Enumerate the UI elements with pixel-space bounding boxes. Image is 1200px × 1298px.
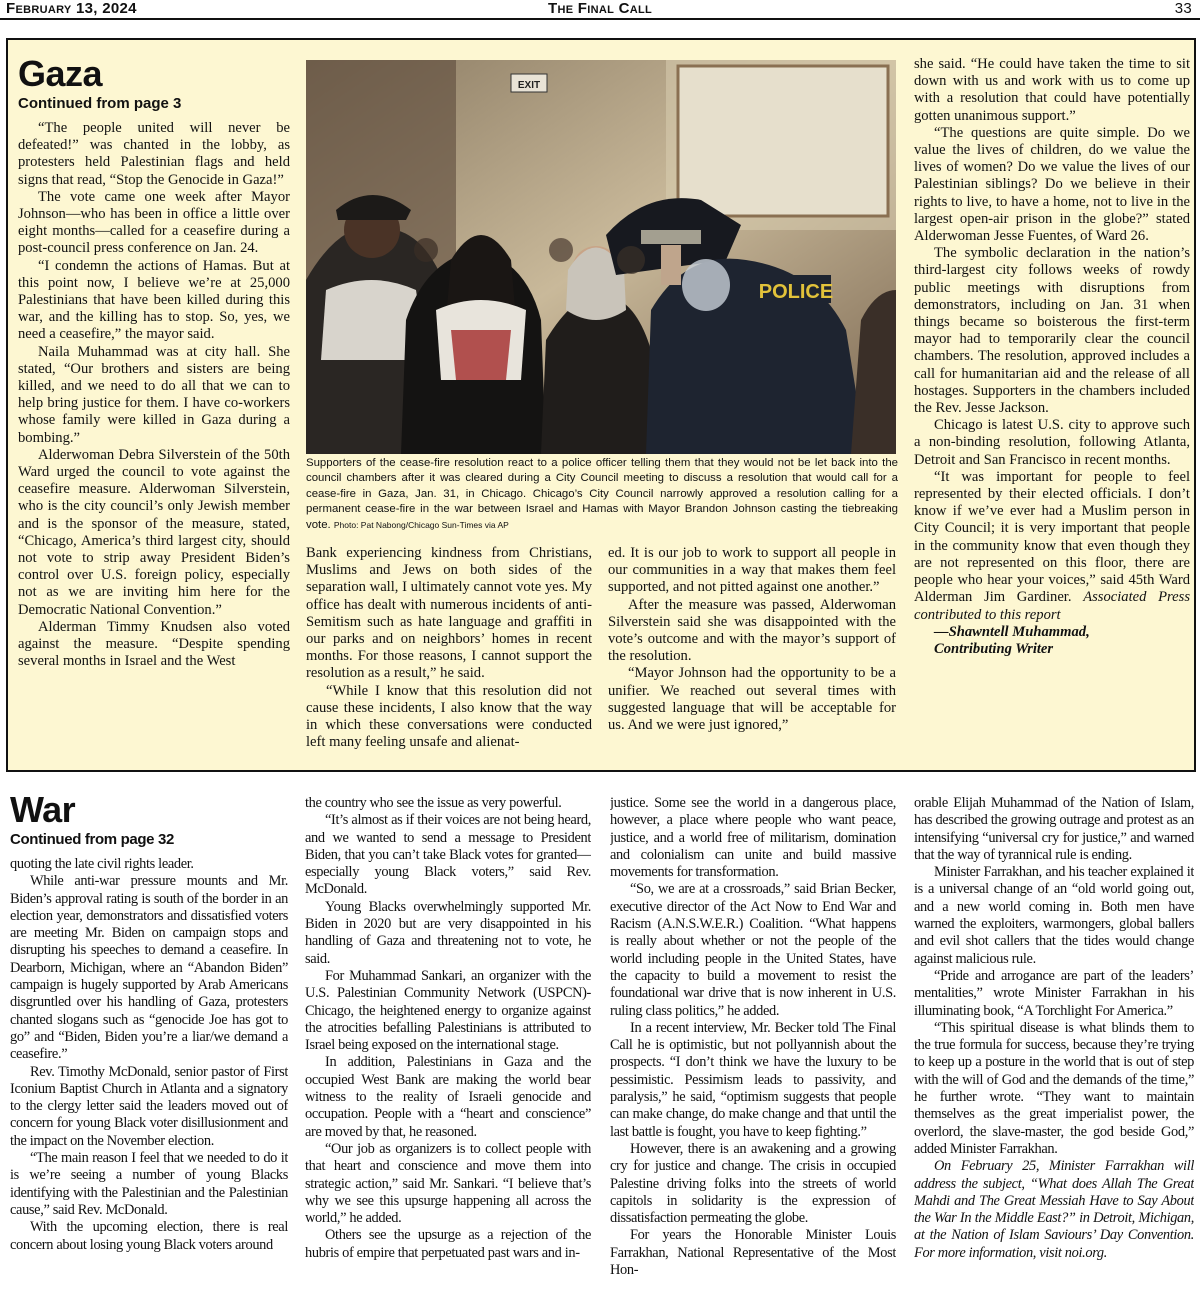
protest-photo-illustration [306, 60, 896, 454]
paragraph: “It’s almost as if their voices are not being heard, and we wanted to send a message to President Biden, that you can’t take Black votes for granted—especially young Black voters,” said Rev. McDonald. [305, 812, 591, 898]
war-column-4 [914, 795, 1194, 1298]
gaza-column-3 [608, 545, 896, 766]
protest-photo [306, 60, 896, 454]
paragraph: “This spiritual disease is what blinds them to the true formula for success, because they’re trying to keep up a posture in the world that is out of step with the will of God and the demands of the time,” he further wrote. “They want to maintain themselves as the great imperialist power, the overlord, the slave-master, the god beside God,” added Minister Farrakhan. [914, 1019, 1194, 1157]
issue-date: February 13, 2024 [6, 0, 137, 17]
photo-caption [306, 456, 898, 533]
paragraph: “While I know that this resolution did not cause these incidents, I also know that the way in which these conversations were conducted left many feeling unsafe and alienat- [306, 682, 592, 751]
paragraph: After the measure was passed, Alderwoman Silverstein said she was disappointed with the vote’s outcome and with the mayor’s support of the resolution. [608, 596, 896, 665]
war-column-1 [10, 790, 288, 1298]
paragraph: “So, we are at a crossroads,” said Brian Becker, executive director of the Act Now to End War and Racism (A.N.S.W.E.R.) Coalition. “What happens is really about whether or not the people of the world including people in the United States, have the capacity to build a movement to resist the foundational war drive that is now inherent in U.S. ruling class politics,” he added. [610, 881, 896, 1019]
paragraph: The symbolic declaration in the nation’s third-largest city follows weeks of rowdy public meetings with disruptions from demonstrators, including on Jan. 31 when things became so boisterous the first-term mayor had to temporarily clear the council chambers. The resolution, approved includes a call for humanitarian aid and the release of all hostages. Supporters in the chambers included the Rev. Jesse Jackson. [914, 245, 1190, 417]
paragraph: In addition, Palestinians in Gaza and the occupied West Bank are making the world bear witness to the reality of Israeli genocide and occupation. People with a “heart and conscience” are moved by that, he reasoned. [305, 1054, 591, 1140]
event-announcement: On February 25, Minister Farrakhan will address the subject, “What does Allah The Great Mahdi and The Great Messiah Have to Say About the War In the Middle East?” in Detroit, Michigan, at the Nation of Islam Saviours’ Day Convention. For more information, visit noi.org. [914, 1158, 1194, 1261]
svg-text:POLICE: POLICE [758, 281, 834, 303]
war-column-3 [610, 795, 896, 1298]
byline-role: Contributing Writer [934, 640, 1054, 657]
paragraph: “Mayor Johnson had the opportunity to be a unifier. We reached out several times with suggested language that will be acceptable for us. And we were just ignored,” [608, 665, 896, 734]
paragraph: For Muhammad Sankari, an organizer with the U.S. Palestinian Community Network (USPCN)-Chicago, the heightened energy to organize against the atrocities befalling Palestinians is attributed to Israel being exposed on the international stage. [305, 967, 591, 1054]
paragraph: For years the Honorable Minister Louis Farrakhan, National Representative of the Most Hon- [610, 1227, 896, 1279]
byline-name: —Shawntell Muhammad, [934, 623, 1090, 640]
paragraph: However, there is an awakening and a growing cry for justice and change. The crisis in occupied Palestine driving folks into the streets of world capitols in solidarity is the expression of dissatisfaction permeating the globe. [610, 1140, 896, 1227]
gaza-column-1 [18, 54, 290, 766]
gaza-column-2 [306, 545, 592, 766]
exit-sign [511, 74, 547, 92]
paragraph: Others see the upsurge as a rejection of the hubris of empire that perpetuated past wars and in- [305, 1227, 591, 1261]
paragraph: “The questions are quite simple. Do we value the lives of children, do we value the lives of women? Do we value the lives of our Palestinian siblings? Do we believe in their rights to live, to have a home, not to live in the largest open-air prison in the globe?” stated Alderwoman Jesse Fuentes, of Ward 26. [914, 124, 1190, 245]
paragraph: “Pride and arrogance are part of the leaders’ mentalities,” wrote Minister Farrakhan in his illuminating book, “A Torchlight For America.” [914, 967, 1194, 1019]
paragraph: In a recent interview, Mr. Becker told The Final Call he is optimistic, but not pollyannish about the prospects. “I don’t think we have the luxury to be pessimistic. Pessimism leads to passivity, and paralysis,” he said, “optimism suggests that people can make change, do make change and that until the last battle is fought, you have to keep fighting.” [610, 1019, 896, 1140]
paragraph: With the upcoming election, there is real concern about losing young Black voters around [10, 1219, 288, 1253]
paragraph: Young Blacks overwhelmingly supported Mr. Biden in 2020 but are very disappointed in his handling of Gaza and threatening not to vote, he said. [305, 898, 591, 967]
paragraph: Alderwoman Debra Silverstein of the 50th Ward urged the council to vote against the ceasefire measure. Alderwoman Silverstein, who is the city council’s only Jewish member and is the sponsor of the measure, stated, “Chicago, America’s third largest city, should not vote to strip away President Biden’s control over U.S. foreign policy, especially not as we are inviting him here for the Democratic National Convention.” [18, 446, 290, 618]
paragraph: While anti-war pressure mounts and Mr. Biden’s approval rating is south of the border in an election year, demonstrators and dissatisfied voters are meeting Mr. Biden on campaign stops and disrupting his speeches to demand a ceasefire. In Dearborn, Michigan, where an “Abandon Biden” campaign is hugely supported by Arab Americans disgruntled over his handling of Gaza, protesters chanted slogans such as “genocide Joe has got to go” and “Biden, Biden you’re a liar/we demand a ceasefire.” [10, 873, 288, 1063]
paragraph: Chicago is latest U.S. city to approve such a non-binding resolution, following Atlanta, Detroit and San Francisco in recent months. [914, 417, 1190, 468]
masthead [0, 0, 1200, 20]
paragraph: the country who see the issue as very powerful. [305, 795, 562, 811]
war-continued-from[interactable]: Continued from page 32 [10, 831, 174, 848]
gaza-continued-from[interactable]: Continued from page 3 [18, 95, 182, 112]
gaza-headline: Gaza [18, 54, 103, 94]
paragraph: Alderman Timmy Knudsen also voted against the measure. “Despite spending several months in Israel and the West [18, 618, 290, 670]
paragraph: “The people united will never be defeated!” was chanted in the lobby, as protesters held Palestinian flags and held signs that read, “Stop the Genocide in Gaza!” [18, 120, 290, 188]
paragraph: “It was important for people to feel represented by their elected officials. I don’t know if we’ve ever had a Muslim person in City Council; it is very important that people in the community know that even though they are not represented on this floor, there are people who hear your voices,” said 45th Ward Alderman Jim Gardiner. Associated Press contributed to this report [914, 468, 1190, 623]
publication-name: The Final Call [547, 0, 653, 17]
paragraph: Naila Muhammad was at city hall. She stated, “Our brothers and sisters are being killed, and we need to do all that we can to help bring justice for them. I have co-workers whose family were killed in Gaza during a bombing.” [18, 343, 290, 446]
police-patch [759, 275, 833, 303]
paragraph: quoting the late civil rights leader. [10, 856, 194, 872]
photo-credit: Photo: Pat Nabong/Chicago Sun-Times via AP [333, 519, 509, 530]
paragraph: “The main reason I feel that we needed to do it is we’re seeing a number of young Blacks identifying with the Palestinian and the Palestinian cause,” said Rev. McDonald. [10, 1150, 288, 1218]
paragraph: The vote came one week after Mayor Johnson—who has been in office a little over eight months—called for a ceasefire during a post-council press conference on Jan. 24. [18, 188, 290, 257]
paragraph: she said. “He could have taken the time to sit down with us and work with us to come up with a resolution that could have potentially gotten unanimous support.” [914, 56, 1190, 124]
paragraph: orable Elijah Muhammad of the Nation of Islam, has described the growing outrage and protest as an intensifying “universal cry for justice,” and warned that the way of tyrannical rule is ending. [914, 795, 1194, 863]
gaza-column-4 [914, 56, 1190, 766]
paragraph: justice. Some see the world in a dangerous place, however, a place where people who want peace, justice, and a world free of militarism, domination and colonialism can unite and build massive movements for transformation. [610, 795, 896, 881]
page-number: 33 [1174, 0, 1192, 17]
paragraph: “I condemn the actions of Hamas. But at this point now, I believe we’re at 25,000 Palestinians that have been killed during this war, and the killing has to stop. So, yes, we need a ceasefire,” the mayor said. [18, 257, 290, 343]
caption-text: Supporters of the cease-fire resolution react to a police officer telling them that they would not be let back into the council chambers after it was cleared during a City Council meeting to discuss a resolution that would call for a cease-fire in Gaza, Jan. 31, in Chicago. Chicago’s City Council narrowly approved a resolution calling for a permanent cease-fire in the war between Israel and Hamas with Mayor Brandon Johnson casting the tiebreaking vote. [306, 457, 898, 531]
svg-text:EXIT: EXIT [517, 80, 541, 91]
paragraph: Bank experiencing kindness from Christians, Muslims and Jews on both sides of the separation wall, I ultimately cannot vote yes. My office has dealt with numerous incidents of anti-Semitism such as hate language and graffiti in our parks and on neighbors’ homes in recent months. For those reasons, I cannot support the resolution as a result,” he said. [306, 545, 592, 682]
paragraph: Minister Farrakhan, and his teacher explained it is a universal change of an “old world going out, and a new world coming in. Both men have warned the exploiters, warmongers, global ballers and evil shot callers that the tides would change against malicious rule. [914, 864, 1194, 967]
war-headline: War [10, 790, 76, 830]
ap-credit: Associated Press contributed to this report [914, 589, 1190, 623]
war-column-2 [305, 795, 591, 1298]
paragraph: Rev. Timothy McDonald, senior pastor of First Iconium Baptist Church in Atlanta and a signatory to the clergy letter said the leaders moved out of concern for young Black voter disillusionment and the impact on the November election. [10, 1063, 288, 1149]
gaza-article [6, 38, 1196, 772]
paragraph: ed. It is our job to work to support all people in our communities in a way that makes them feel supported, and not pitted against one another.” [608, 545, 896, 596]
paragraph: “Our job as organizers is to collect people with that heart and conscience and move them into strategic action,” said Mr. Sankari. “I believe that’s why we see this upsurge happening all across the world,” he added. [305, 1140, 591, 1227]
